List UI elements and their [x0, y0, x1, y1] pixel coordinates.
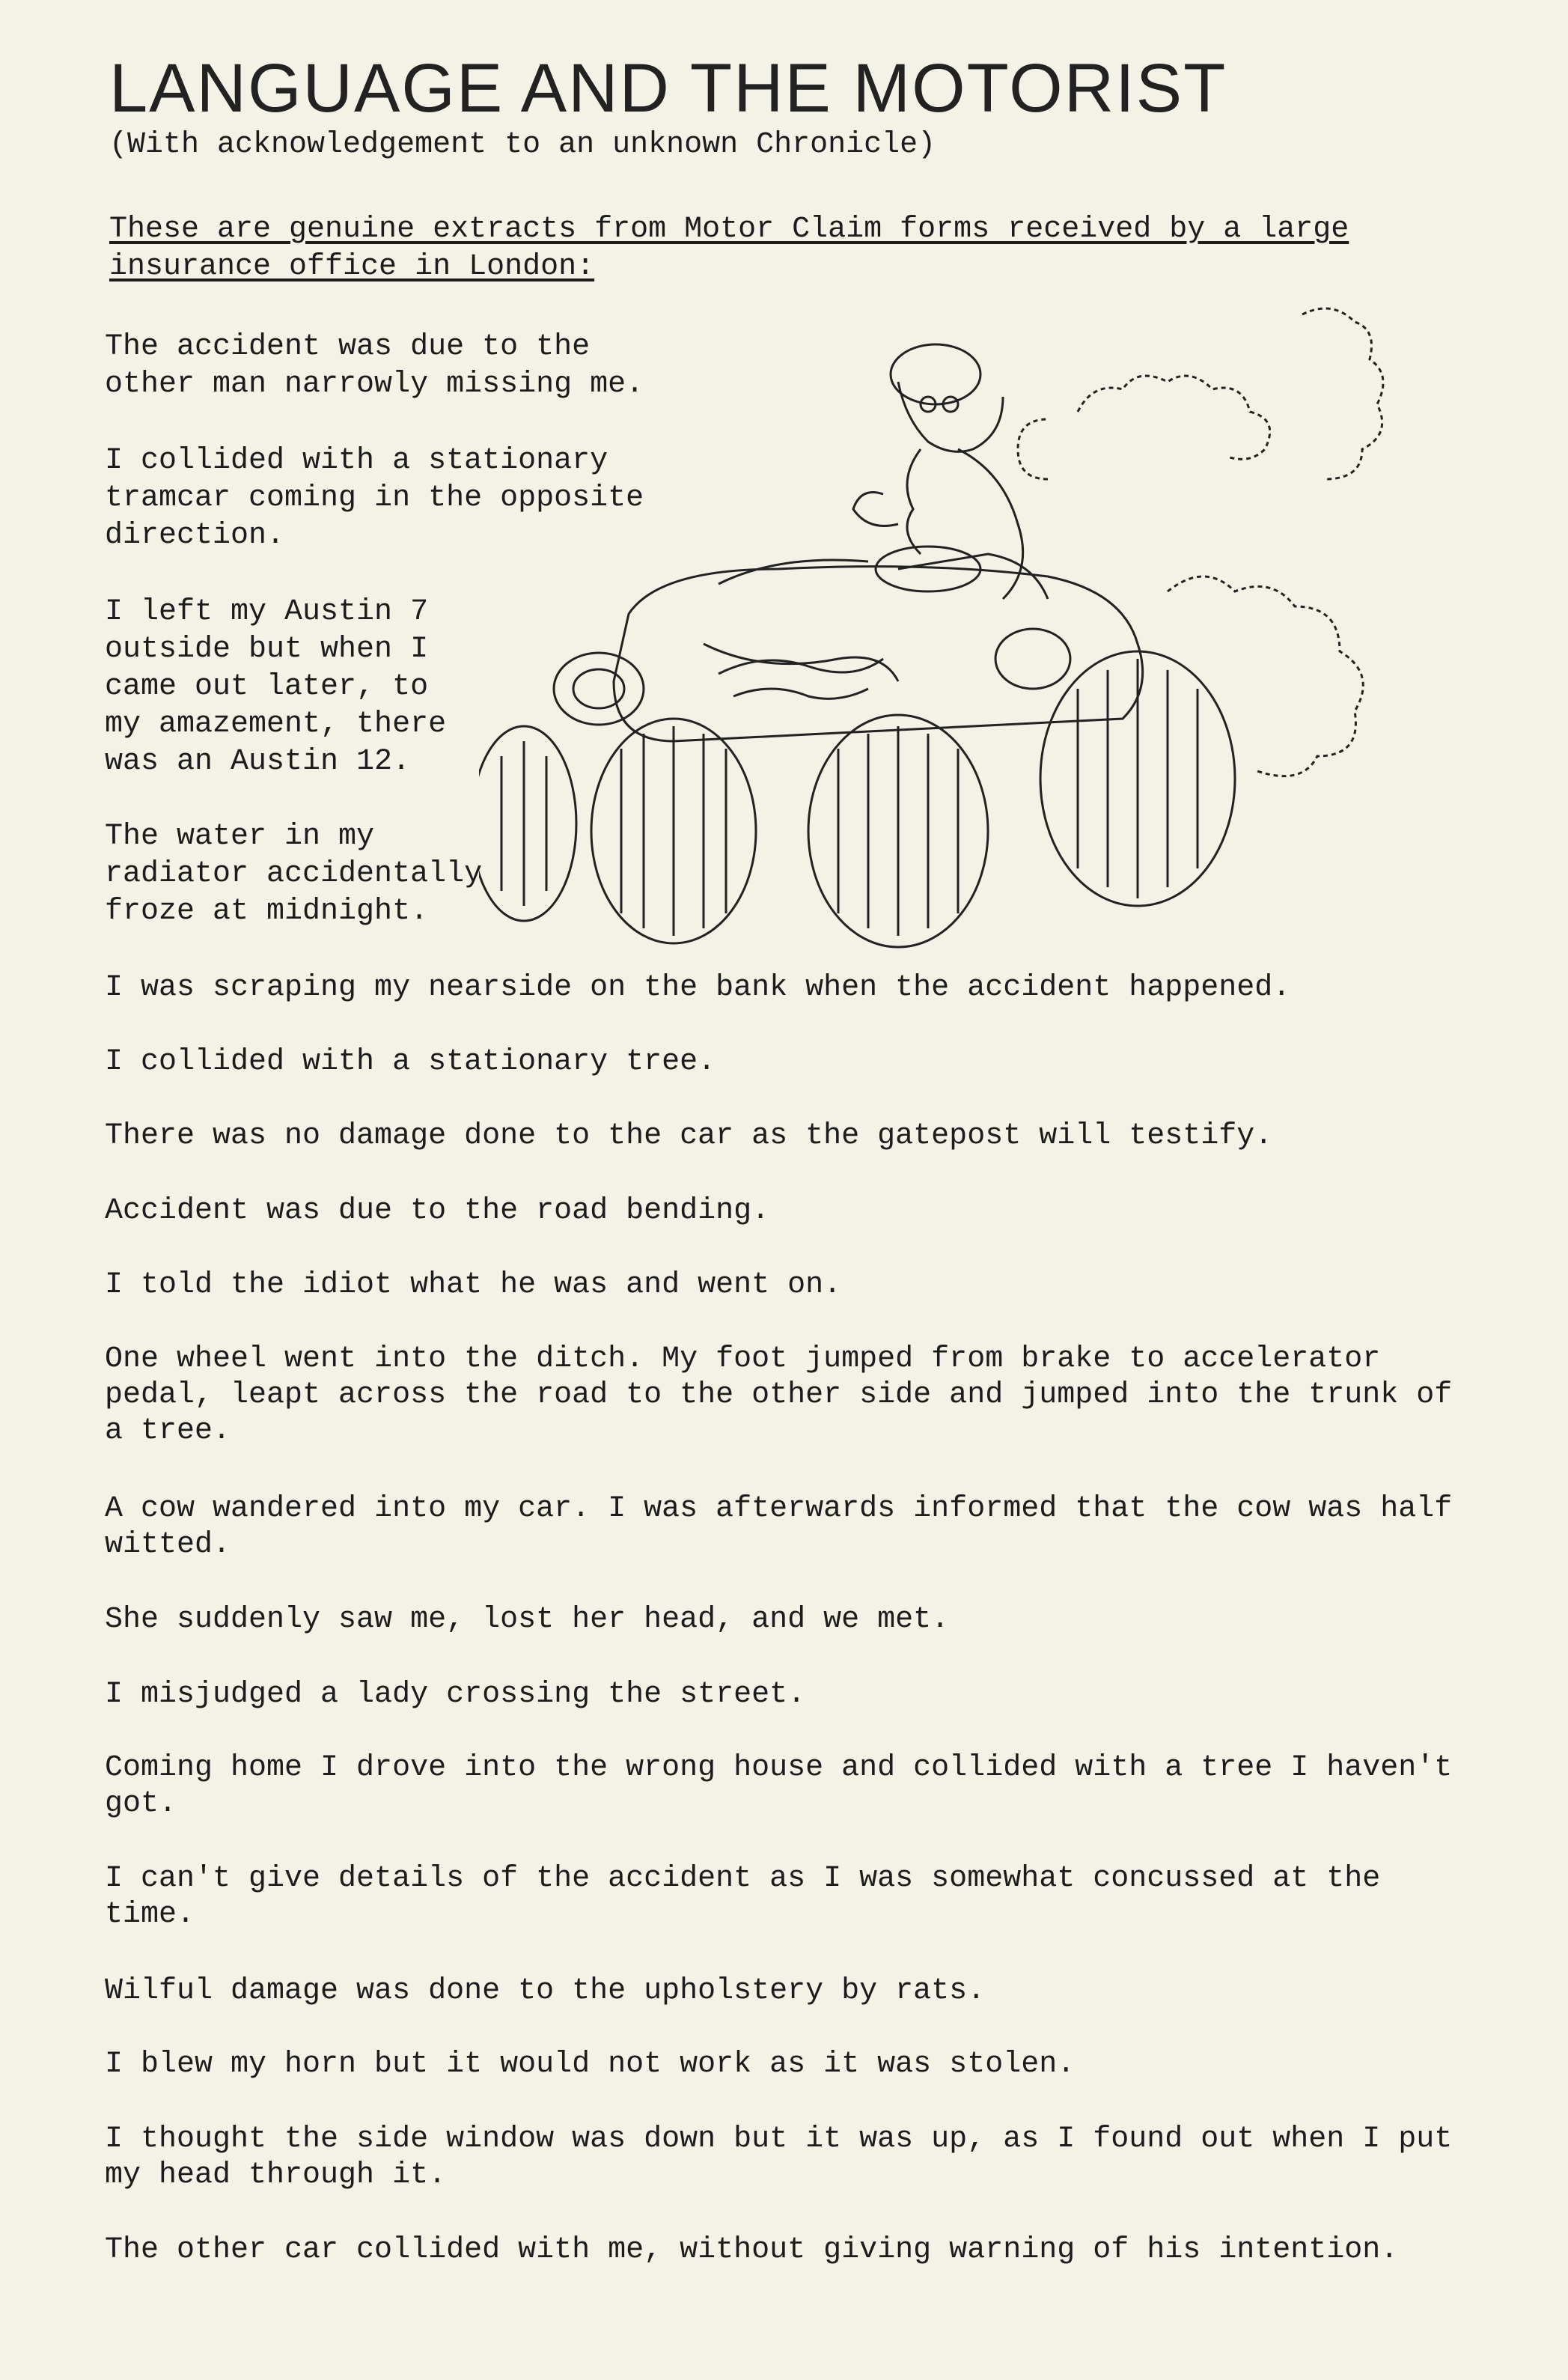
narrow-entry-line: I left my Austin 7	[105, 595, 429, 629]
narrow-entry-line: radiator accidentally	[105, 857, 483, 891]
claim-entry: I collided with a stationary tree.	[105, 1045, 716, 1079]
claim-entry: Wilful damage was done to the upholstery by rats.	[105, 1974, 986, 2008]
narrow-entry-line: other man narrowly missing me.	[105, 368, 644, 401]
narrow-entry-line: direction.	[105, 519, 285, 553]
claim-entry: One wheel went into the ditch. My foot jumped from brake to accelerator pedal, leapt across the road to the other side and jumped into the trunk of a tree.	[105, 1342, 1453, 1448]
narrow-entry-line: my amazement, there	[105, 707, 447, 741]
narrow-entry-line: came out later, to	[105, 670, 429, 704]
claim-entry: Coming home I drove into the wrong house and collided with a tree I haven't got.	[105, 1751, 1453, 1821]
claim-entry: She suddenly saw me, lost her head, and we met.	[105, 1603, 950, 1637]
car-cartoon-illustration	[479, 299, 1489, 958]
claim-entry: I was scraping my nearside on the bank when the accident happened.	[105, 971, 1291, 1005]
claim-entry: Accident was due to the road bending.	[105, 1194, 770, 1228]
narrow-entry-line: The water in my	[105, 820, 375, 853]
narrow-entry-line: froze at midnight.	[105, 895, 429, 928]
claim-entry: I blew my horn but it would not work as it was stolen.	[105, 2048, 1076, 2081]
page-subtitle: (With acknowledgement to an unknown Chronicle)	[109, 128, 936, 162]
intro-text: These are genuine extracts from Motor Claim forms received by a large insurance office in London:	[109, 213, 1349, 284]
narrow-entry-line: I collided with a stationary	[105, 444, 608, 478]
claim-entry: The other car collided with me, without giving warning of his intention.	[105, 2233, 1399, 2267]
narrow-entry-line: was an Austin 12.	[105, 745, 411, 779]
claim-entry: I misjudged a lady crossing the street.	[105, 1678, 806, 1711]
narrow-entry-line: tramcar coming in the opposite	[105, 481, 644, 515]
narrow-entry-line: The accident was due to the	[105, 330, 591, 364]
claim-entry: A cow wandered into my car. I was afterwards informed that the cow was half witted.	[105, 1492, 1453, 1562]
claim-entry: I can't give details of the accident as I was somewhat concussed at the time.	[105, 1862, 1381, 1932]
claim-entry: I told the idiot what he was and went on.	[105, 1268, 842, 1302]
narrow-entry-line: outside but when I	[105, 633, 429, 666]
claim-entry: I thought the side window was down but it was up, as I found out when I put my head through it.	[105, 2122, 1453, 2192]
claim-entry: There was no damage done to the car as the gatepost will testify.	[105, 1119, 1273, 1153]
page-title: LANGUAGE AND THE MOTORIST	[109, 50, 1227, 127]
